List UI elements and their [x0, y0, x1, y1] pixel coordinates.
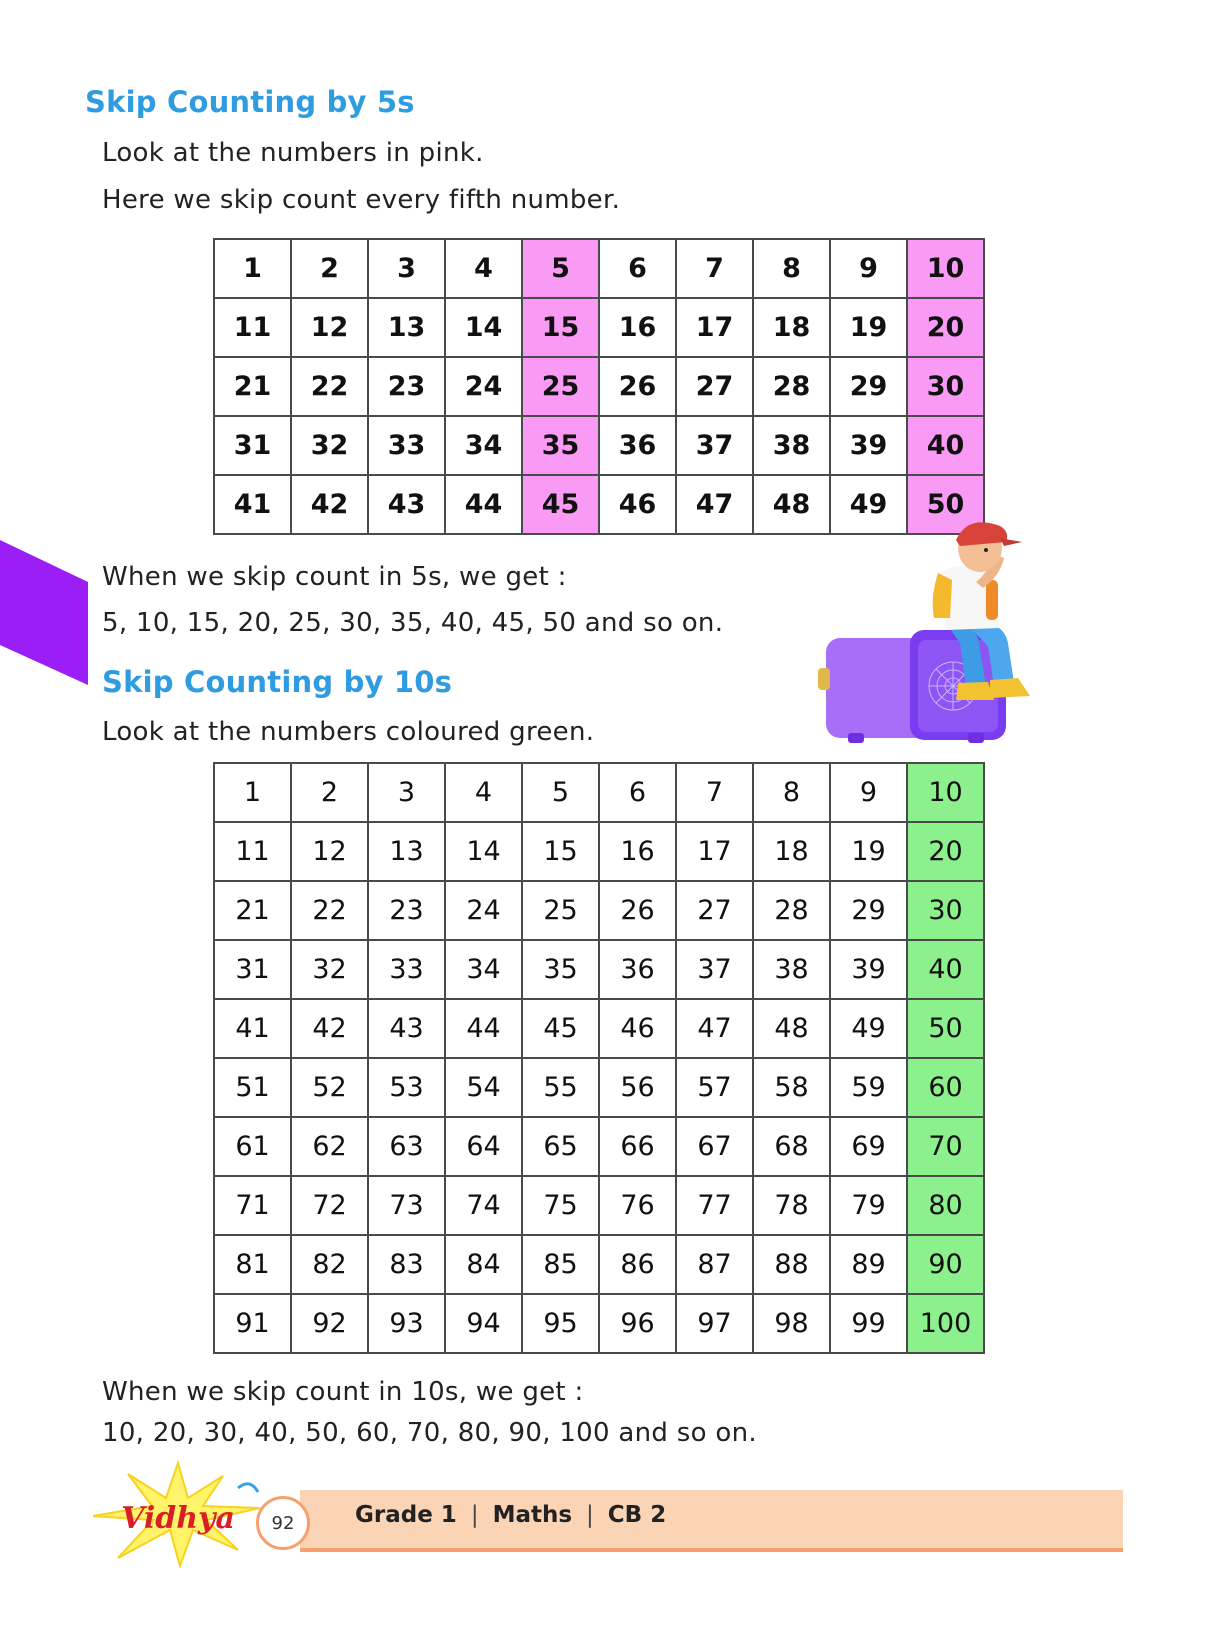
grid-cell: 24 [445, 357, 522, 416]
grid-cell: 63 [368, 1117, 445, 1176]
grid-cell: 19 [830, 298, 907, 357]
grid-cell: 7 [676, 763, 753, 822]
intro-line-pink: Look at the numbers in pink. [102, 138, 484, 168]
grid-row [214, 1294, 984, 1353]
grid-row [214, 239, 984, 298]
grid-cell: 37 [676, 940, 753, 999]
grid-cell: 1 [214, 239, 291, 298]
grid-cell: 20 [907, 822, 984, 881]
grid-cell: 47 [676, 999, 753, 1058]
heading-skip-5s: Skip Counting by 5s [85, 85, 415, 119]
grid-cell: 64 [445, 1117, 522, 1176]
grid-cell: 7 [676, 239, 753, 298]
grid-cell: 50 [907, 475, 984, 534]
grid-cell: 31 [214, 940, 291, 999]
grid-cell: 36 [599, 416, 676, 475]
grid-cell: 93 [368, 1294, 445, 1353]
grid-cell: 55 [522, 1058, 599, 1117]
grid-cell: 60 [907, 1058, 984, 1117]
grid-cell: 71 [214, 1176, 291, 1235]
grid-cell: 1 [214, 763, 291, 822]
grid-cell: 59 [830, 1058, 907, 1117]
grid-cell: 48 [753, 999, 830, 1058]
footer-book: CB 2 [607, 1502, 667, 1528]
grid-cell: 91 [214, 1294, 291, 1353]
grid-cell: 23 [368, 881, 445, 940]
grid-row [214, 1058, 984, 1117]
grid-cell: 85 [522, 1235, 599, 1294]
grid-cell: 57 [676, 1058, 753, 1117]
grid-cell: 98 [753, 1294, 830, 1353]
grid-cell: 9 [830, 239, 907, 298]
result-sequence-10s: 10, 20, 30, 40, 50, 60, 70, 80, 90, 100 and so on. [102, 1418, 757, 1448]
grid-cell: 16 [599, 822, 676, 881]
grid-row [214, 416, 984, 475]
grid-cell: 89 [830, 1235, 907, 1294]
grid-cell: 18 [753, 822, 830, 881]
grid-cell: 78 [753, 1176, 830, 1235]
grid-cell: 31 [214, 416, 291, 475]
grid-cell: 45 [522, 475, 599, 534]
grid-cell: 20 [907, 298, 984, 357]
grid-cell: 30 [907, 881, 984, 940]
grid-cell: 43 [368, 999, 445, 1058]
grid-cell: 56 [599, 1058, 676, 1117]
grid-cell: 67 [676, 1117, 753, 1176]
grid-cell: 37 [676, 416, 753, 475]
footer-grade: Grade 1 [355, 1502, 457, 1528]
grid-cell: 27 [676, 357, 753, 416]
grid-cell: 68 [753, 1117, 830, 1176]
grid-cell: 35 [522, 416, 599, 475]
grid-cell: 12 [291, 822, 368, 881]
footer-separator-2: | [586, 1502, 594, 1528]
grid-cell: 9 [830, 763, 907, 822]
intro-line-green: Look at the numbers coloured green. [102, 717, 595, 747]
grid-row [214, 763, 984, 822]
grid-cell: 70 [907, 1117, 984, 1176]
grid-cell: 96 [599, 1294, 676, 1353]
grid-cell: 34 [445, 416, 522, 475]
number-grid-5s [213, 238, 985, 535]
grid-cell: 49 [830, 999, 907, 1058]
grid-cell: 5 [522, 763, 599, 822]
grid-cell: 61 [214, 1117, 291, 1176]
grid-cell: 23 [368, 357, 445, 416]
grid-cell: 22 [291, 357, 368, 416]
grid-cell: 54 [445, 1058, 522, 1117]
heading-skip-10s: Skip Counting by 10s [102, 665, 453, 699]
grid-cell: 33 [368, 940, 445, 999]
grid-cell: 80 [907, 1176, 984, 1235]
grid-cell: 42 [291, 475, 368, 534]
grid-cell: 30 [907, 357, 984, 416]
grid-cell: 41 [214, 475, 291, 534]
grid-cell: 11 [214, 822, 291, 881]
grid-cell: 5 [522, 239, 599, 298]
grid-cell: 29 [830, 357, 907, 416]
grid-cell: 86 [599, 1235, 676, 1294]
grid-cell: 72 [291, 1176, 368, 1235]
grid-cell: 75 [522, 1176, 599, 1235]
grid-cell: 51 [214, 1058, 291, 1117]
thinking-boy-on-safe-icon [818, 518, 1058, 753]
grid-row [214, 822, 984, 881]
number-grid-10s [213, 762, 985, 1354]
grid-cell: 26 [599, 881, 676, 940]
grid-cell: 29 [830, 881, 907, 940]
grid-cell: 8 [753, 239, 830, 298]
grid-cell: 97 [676, 1294, 753, 1353]
grid-cell: 32 [291, 940, 368, 999]
grid-cell: 46 [599, 475, 676, 534]
grid-cell: 13 [368, 822, 445, 881]
grid-row [214, 940, 984, 999]
grid-cell: 17 [676, 298, 753, 357]
grid-cell: 36 [599, 940, 676, 999]
grid-cell: 10 [907, 239, 984, 298]
grid-cell: 19 [830, 822, 907, 881]
grid-cell: 50 [907, 999, 984, 1058]
grid-cell: 52 [291, 1058, 368, 1117]
grid-cell: 44 [445, 475, 522, 534]
grid-cell: 83 [368, 1235, 445, 1294]
grid-cell: 77 [676, 1176, 753, 1235]
grid-row [214, 1235, 984, 1294]
grid-cell: 24 [445, 881, 522, 940]
grid-cell: 48 [753, 475, 830, 534]
grid-cell: 18 [753, 298, 830, 357]
grid-cell: 16 [599, 298, 676, 357]
grid-cell: 26 [599, 357, 676, 416]
grid-cell: 6 [599, 239, 676, 298]
grid-cell: 21 [214, 881, 291, 940]
result-intro-10s: When we skip count in 10s, we get : [102, 1377, 584, 1407]
grid-cell: 49 [830, 475, 907, 534]
grid-row [214, 1176, 984, 1235]
grid-cell: 84 [445, 1235, 522, 1294]
grid-cell: 14 [445, 822, 522, 881]
grid-cell: 25 [522, 881, 599, 940]
grid-cell: 99 [830, 1294, 907, 1353]
grid-cell: 12 [291, 298, 368, 357]
grid-cell: 82 [291, 1235, 368, 1294]
logo-text: Vidhya [121, 1501, 235, 1536]
grid-cell: 38 [753, 416, 830, 475]
grid-cell: 8 [753, 763, 830, 822]
grid-cell: 34 [445, 940, 522, 999]
purple-side-tab [0, 540, 88, 685]
grid-cell: 14 [445, 298, 522, 357]
grid-row [214, 298, 984, 357]
grid-cell: 13 [368, 298, 445, 357]
grid-cell: 6 [599, 763, 676, 822]
grid-cell: 76 [599, 1176, 676, 1235]
grid-cell: 95 [522, 1294, 599, 1353]
grid-cell: 39 [830, 940, 907, 999]
grid-cell: 90 [907, 1235, 984, 1294]
grid-cell: 15 [522, 822, 599, 881]
grid-cell: 79 [830, 1176, 907, 1235]
grid-row [214, 1117, 984, 1176]
grid-cell: 33 [368, 416, 445, 475]
grid-cell: 39 [830, 416, 907, 475]
grid-cell: 32 [291, 416, 368, 475]
grid-cell: 92 [291, 1294, 368, 1353]
footer-subject: Maths [492, 1502, 573, 1528]
grid-cell: 73 [368, 1176, 445, 1235]
grid-cell: 27 [676, 881, 753, 940]
vidhya-logo [88, 1458, 268, 1568]
grid-cell: 69 [830, 1117, 907, 1176]
grid-cell: 22 [291, 881, 368, 940]
grid-cell: 3 [368, 763, 445, 822]
page-number-badge: 92 [256, 1496, 310, 1550]
footer-separator-1: | [470, 1502, 479, 1528]
grid-cell: 44 [445, 999, 522, 1058]
grid-cell: 94 [445, 1294, 522, 1353]
grid-cell: 2 [291, 239, 368, 298]
grid-cell: 4 [445, 763, 522, 822]
result-sequence-5s: 5, 10, 15, 20, 25, 30, 35, 40, 45, 50 and so on. [102, 608, 724, 638]
grid-row [214, 881, 984, 940]
grid-cell: 3 [368, 239, 445, 298]
grid-cell: 10 [907, 763, 984, 822]
grid-cell: 66 [599, 1117, 676, 1176]
grid-row [214, 357, 984, 416]
grid-cell: 21 [214, 357, 291, 416]
grid-cell: 11 [214, 298, 291, 357]
grid-cell: 42 [291, 999, 368, 1058]
grid-cell: 62 [291, 1117, 368, 1176]
grid-cell: 28 [753, 881, 830, 940]
grid-cell: 25 [522, 357, 599, 416]
grid-cell: 46 [599, 999, 676, 1058]
grid-cell: 38 [753, 940, 830, 999]
grid-cell: 45 [522, 999, 599, 1058]
grid-cell: 40 [907, 940, 984, 999]
grid-cell: 87 [676, 1235, 753, 1294]
grid-cell: 81 [214, 1235, 291, 1294]
footer-book-info [355, 1502, 666, 1528]
grid-cell: 65 [522, 1117, 599, 1176]
grid-cell: 88 [753, 1235, 830, 1294]
grid-cell: 43 [368, 475, 445, 534]
grid-cell: 58 [753, 1058, 830, 1117]
grid-cell: 15 [522, 298, 599, 357]
grid-cell: 47 [676, 475, 753, 534]
grid-cell: 41 [214, 999, 291, 1058]
result-intro-5s: When we skip count in 5s, we get : [102, 562, 567, 592]
grid-cell: 4 [445, 239, 522, 298]
grid-cell: 2 [291, 763, 368, 822]
grid-cell: 40 [907, 416, 984, 475]
grid-cell: 28 [753, 357, 830, 416]
grid-cell: 35 [522, 940, 599, 999]
grid-cell: 100 [907, 1294, 984, 1353]
grid-cell: 53 [368, 1058, 445, 1117]
grid-cell: 74 [445, 1176, 522, 1235]
intro-line-fifth: Here we skip count every fifth number. [102, 185, 621, 215]
grid-cell: 17 [676, 822, 753, 881]
grid-row [214, 999, 984, 1058]
